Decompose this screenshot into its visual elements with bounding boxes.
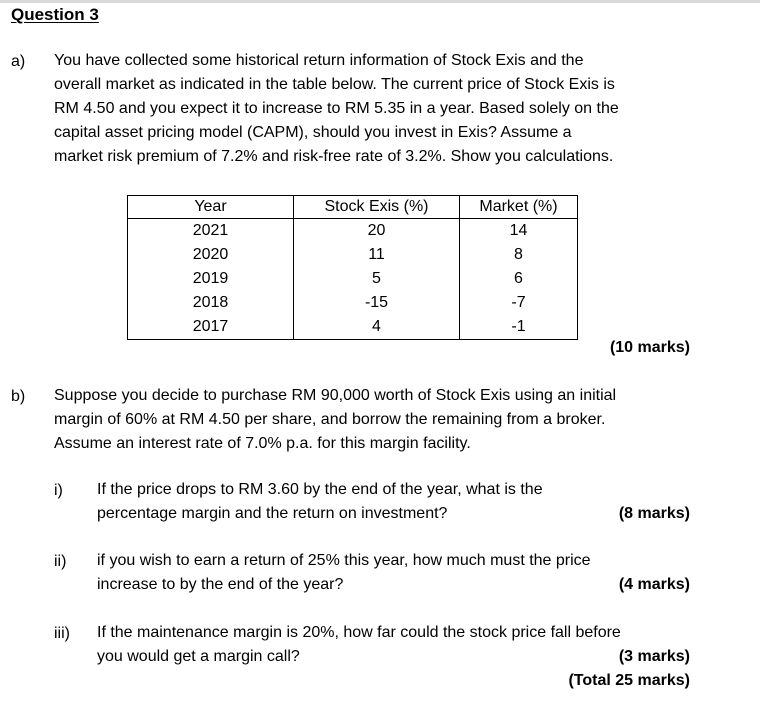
cell-market: -1 — [460, 315, 578, 340]
top-rule — [0, 0, 760, 3]
subquestion-i-label: i) — [54, 482, 63, 499]
part-b-text — [54, 384, 690, 456]
text-line: if you wish to earn a return of 25% this year, how much must the price — [97, 552, 591, 569]
cell-stock-exis: -15 — [294, 291, 460, 315]
text-line: percentage margin and the return on investment? — [97, 505, 448, 522]
table-row — [128, 315, 578, 340]
cell-year: 2018 — [128, 291, 294, 315]
header-year: Year — [128, 196, 294, 219]
total-marks: (Total 25 marks) — [568, 672, 690, 689]
text-line: If the price drops to RM 3.60 by the end of the year, what is the — [97, 481, 543, 498]
subquestion-i — [97, 478, 690, 526]
header-market: Market (%) — [460, 196, 578, 219]
cell-year: 2020 — [128, 243, 294, 267]
text-line: overall market as indicated in the table below. The current price of Stock Exis is — [54, 76, 615, 93]
part-a-text — [54, 49, 690, 169]
cell-market: 8 — [460, 243, 578, 267]
cell-stock-exis: 11 — [294, 243, 460, 267]
subquestion-iii-label: iii) — [54, 625, 70, 642]
cell-market: -7 — [460, 291, 578, 315]
table-header-row — [128, 196, 578, 219]
cell-market: 14 — [460, 219, 578, 244]
table-row — [128, 243, 578, 267]
text-line: RM 4.50 and you expect it to increase to RM 5.35 in a year. Based solely on the — [54, 100, 619, 117]
header-stock-exis: Stock Exis (%) — [294, 196, 460, 219]
subquestion-ii — [97, 549, 690, 597]
table-row — [128, 219, 578, 244]
text-line: margin of 60% at RM 4.50 per share, and borrow the remaining from a broker. — [54, 411, 606, 428]
cell-stock-exis: 5 — [294, 267, 460, 291]
part-b-label: b) — [11, 388, 26, 405]
subquestion-ii-marks: (4 marks) — [618, 576, 690, 593]
cell-market: 6 — [460, 267, 578, 291]
question-heading: Question 3 — [11, 5, 99, 24]
table-row — [128, 267, 578, 291]
text-line: You have collected some historical return information of Stock Exis and the — [54, 52, 584, 69]
text-line: Assume an interest rate of 7.0% p.a. for this margin facility. — [54, 435, 471, 452]
table-row — [128, 291, 578, 315]
cell-year: 2019 — [128, 267, 294, 291]
text-line: you would get a margin call? — [97, 648, 300, 665]
cell-stock-exis: 4 — [294, 315, 460, 340]
cell-year: 2021 — [128, 219, 294, 244]
subquestion-ii-label: ii) — [54, 553, 67, 570]
part-a-label: a) — [11, 53, 26, 70]
text-line: increase to by the end of the year? — [97, 576, 344, 593]
cell-year: 2017 — [128, 315, 294, 340]
text-line: market risk premium of 7.2% and risk-free rate of 3.2%. Show you calculations. — [54, 148, 614, 165]
subquestion-i-marks: (8 marks) — [618, 505, 690, 522]
text-line: If the maintenance margin is 20%, how far could the stock price fall before — [97, 624, 621, 641]
subquestion-iii — [97, 621, 690, 693]
text-line: Suppose you decide to purchase RM 90,000 worth of Stock Exis using an initial — [54, 387, 617, 404]
text-line: capital asset pricing model (CAPM), should you invest in Exis? Assume a — [54, 124, 572, 141]
part-a-marks: (10 marks) — [609, 339, 690, 356]
subquestion-iii-marks: (3 marks) — [618, 648, 690, 665]
returns-table — [127, 195, 578, 340]
cell-stock-exis: 20 — [294, 219, 460, 244]
